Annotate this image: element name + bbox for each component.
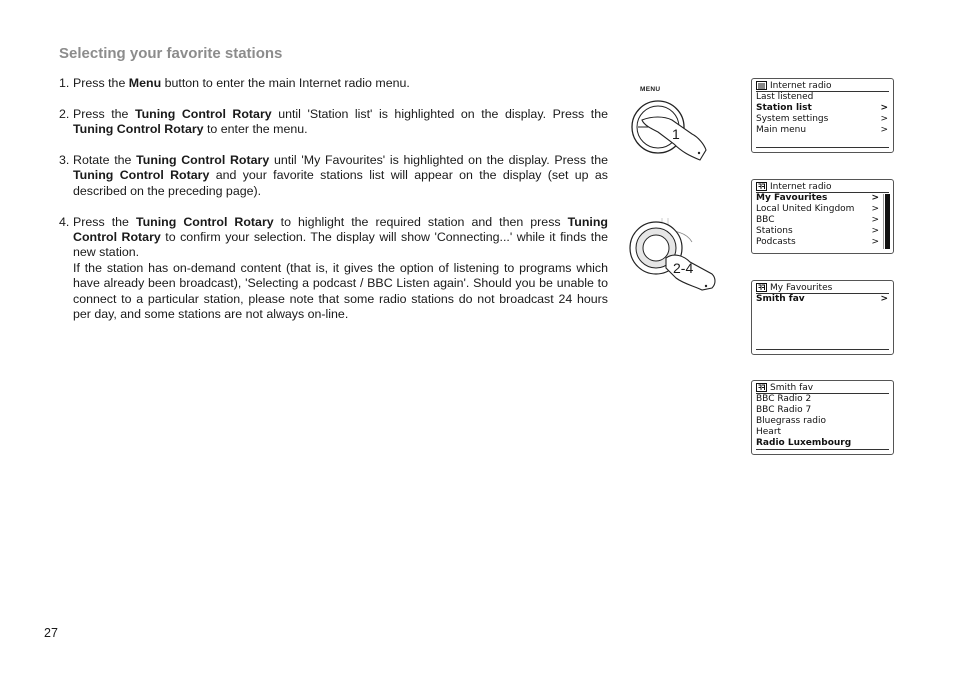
text-run: to enter the menu.: [203, 122, 308, 137]
favourites-icon: [756, 283, 770, 292]
screen-divider: [756, 349, 889, 351]
menu-item: [756, 237, 881, 248]
display-screen-station-list: [751, 179, 894, 254]
text-run: Press the: [73, 214, 136, 229]
scrollbar-thumb: [885, 194, 890, 249]
text-run: and your favorite stations list will appear on the display (set up as described on the preceding page).: [73, 168, 608, 198]
menu-item: [756, 394, 890, 405]
chevron-right-icon: >: [871, 215, 879, 225]
text-run: Press the: [73, 106, 135, 121]
control-name: Menu: [128, 76, 162, 90]
step-number: 1.: [59, 76, 70, 90]
step-paragraph: [73, 76, 608, 91]
scrollbar: [883, 194, 889, 249]
chevron-right-icon: >: [880, 103, 888, 113]
step-paragraph: [73, 107, 608, 138]
chevron-right-icon: [888, 92, 890, 103]
menu-item: [756, 215, 881, 226]
screen-title: Smith fav: [770, 382, 814, 393]
step-callout-2-4: 2-4: [673, 260, 694, 276]
display-screen-internet-radio: [751, 78, 894, 153]
menu-item-label: Local United Kingdom: [756, 204, 855, 214]
step-paragraph: [73, 261, 608, 323]
menu-label: MENU: [640, 86, 661, 93]
control-name: Tuning Control Rotary: [73, 168, 210, 183]
internet-radio-icon: [756, 81, 770, 90]
instruction-step: [59, 153, 608, 199]
control-name: Tuning Control Rotary: [73, 122, 204, 137]
menu-item-label: Smith fav: [756, 294, 805, 304]
screen-title: Internet radio: [770, 80, 832, 91]
menu-item-label: BBC Radio 2: [756, 394, 812, 404]
menu-item-selected: [756, 193, 881, 204]
control-name: Tuning Control Rotary: [135, 214, 274, 229]
screen-divider: [756, 147, 889, 149]
chevron-right-icon: [888, 394, 890, 405]
screen-header: [756, 282, 889, 294]
chevron-right-icon: [888, 438, 890, 449]
text-run: until 'Station list' is highlighted on the display. Press the: [271, 106, 608, 121]
step-number: 3.: [59, 153, 70, 167]
menu-item: [756, 405, 890, 416]
step-text: [73, 153, 608, 199]
instruction-step: [59, 107, 608, 138]
chevron-right-icon: >: [880, 294, 888, 304]
text-run: Rotate the: [73, 153, 137, 167]
screen-divider: [756, 449, 889, 451]
menu-item-label: Heart: [756, 427, 782, 437]
chevron-right-icon: >: [871, 226, 879, 236]
menu-list: [756, 92, 890, 136]
chevron-right-icon: >: [880, 125, 888, 135]
screen-title: My Favourites: [770, 282, 833, 293]
control-name: Tuning Control Rotary: [134, 106, 272, 121]
menu-item: [756, 226, 881, 237]
step-paragraph: [73, 153, 608, 199]
text-run: until 'My Favourites' is highlighted on the display. Press the: [269, 153, 608, 167]
menu-knob-icon: [628, 92, 710, 162]
menu-item: [756, 427, 890, 438]
menu-item-label: Last listened: [756, 92, 814, 102]
page-number: 27: [44, 626, 58, 640]
control-name: Tuning Control Rotary: [136, 153, 270, 167]
menu-item-label: System settings: [756, 114, 829, 124]
menu-item-label: Bluegrass radio: [756, 416, 827, 426]
text-run: button to enter the main Internet radio menu.: [161, 76, 410, 90]
chevron-right-icon: >: [871, 204, 879, 214]
chevron-right-icon: [888, 405, 890, 416]
chevron-right-icon: [888, 427, 890, 438]
display-screen-smith-fav: [751, 380, 894, 455]
step-number: 4.: [59, 214, 70, 229]
favourites-icon: [756, 383, 770, 392]
menu-item-selected: [756, 103, 890, 114]
menu-list: [756, 394, 890, 449]
screen-header: [756, 181, 889, 193]
menu-list: [756, 193, 881, 248]
chevron-right-icon: >: [880, 114, 888, 124]
menu-item-label: Radio Luxembourg: [756, 438, 852, 448]
screen-header: [756, 80, 889, 92]
text-run: to confirm your selection. The display will show 'Connecting...' while it finds the new station.: [73, 230, 608, 260]
instruction-steps: [59, 76, 608, 338]
step-callout-1: 1: [672, 126, 680, 142]
menu-item: [756, 204, 881, 215]
menu-item-label: My Favourites: [756, 193, 828, 203]
menu-item-label: Main menu: [756, 125, 807, 135]
step-paragraph: [73, 215, 608, 261]
instruction-step: [59, 215, 608, 323]
step-number: 2.: [59, 106, 70, 121]
control-name: Tuning Control Rotary: [73, 214, 608, 245]
menu-item: [756, 416, 890, 427]
text-run: If the station has on-demand content (that is, it gives the option of listening to programs which have already been broadcast), 'Selecting a podcast / BBC Listen again'. Should you be unable to connect to a particular station, please note that some radio stations do not broadcast 24 hours per day, and some stations are not always on-line.: [73, 260, 608, 322]
step-text: [73, 76, 608, 91]
menu-item-selected: [756, 438, 890, 449]
favourites-icon: [756, 182, 770, 191]
menu-item-label: Station list: [756, 103, 812, 113]
screen-header: [756, 382, 889, 394]
menu-list: [756, 294, 890, 305]
menu-item: [756, 125, 890, 136]
step-text: [73, 215, 608, 323]
menu-item-selected: [756, 294, 890, 305]
menu-item-label: BBC: [756, 215, 775, 225]
menu-item-label: Podcasts: [756, 237, 796, 247]
page-title: Selecting your favorite stations: [59, 45, 283, 62]
chevron-right-icon: >: [871, 193, 879, 203]
text-run: to highlight the required station and then press: [273, 214, 568, 229]
menu-item-label: Stations: [756, 226, 793, 236]
display-screen-my-favourites: [751, 280, 894, 355]
screen-title: Internet radio: [770, 181, 832, 192]
instruction-step: [59, 76, 608, 91]
text-run: Press the: [73, 76, 129, 90]
chevron-right-icon: [888, 416, 890, 427]
menu-item: [756, 114, 890, 125]
step-text: [73, 107, 608, 138]
menu-item-label: BBC Radio 7: [756, 405, 812, 415]
menu-item: [756, 92, 890, 103]
chevron-right-icon: >: [871, 237, 879, 247]
tuning-rotary-icon: [626, 212, 722, 296]
